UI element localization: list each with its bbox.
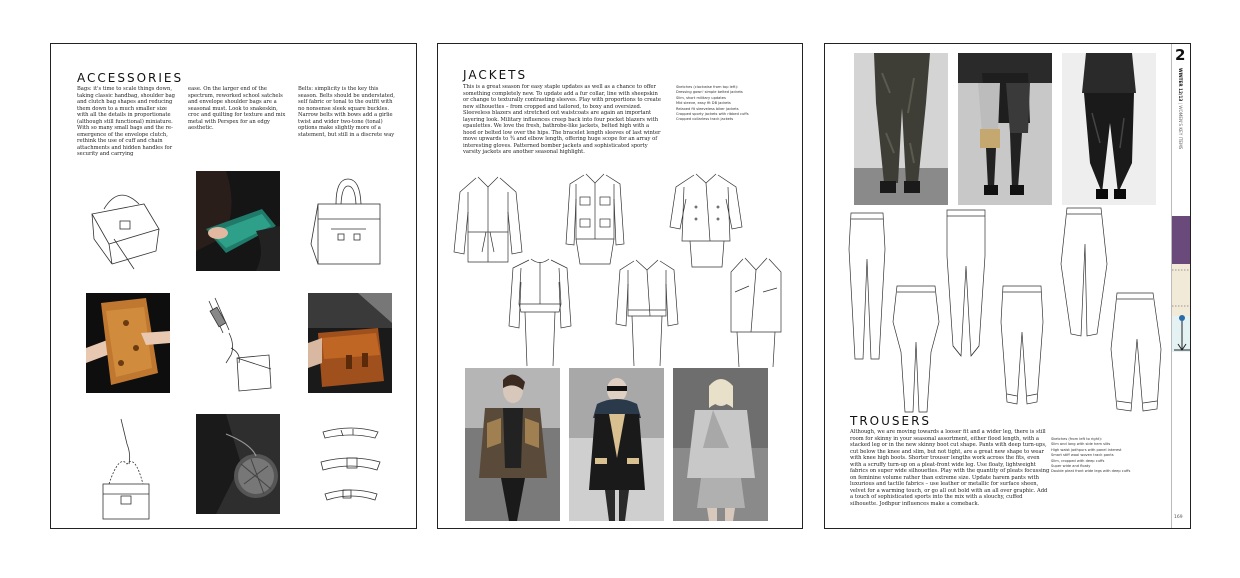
- page-number: 169: [1174, 515, 1183, 520]
- sketch-note: Mid sleeve, easy fit DB jackets: [676, 101, 731, 106]
- round-bag-photo: [196, 414, 280, 514]
- accessories-text-col2: ease. On the larger end of the spectrum, reworked school satchels and envelope shoulder bags are a seasonal must. Look to snakeskin, croc and quilting for texture and mix metal with Perspex for an edgy aesthetic.: [188, 86, 286, 131]
- sketch-note: Relaxed fit sleeveless biker jackets: [676, 106, 739, 111]
- trousers-sketch-notes: [1051, 437, 1163, 475]
- orange-clutch-photo: [86, 293, 170, 393]
- jackets-title: JACKETS: [463, 68, 528, 82]
- sketch-note: Dressing gown' simple belted jackets: [676, 90, 743, 95]
- chapter-sidebar: [1171, 44, 1191, 528]
- section-label: WOMEN'S KEY ITEMS: [1178, 105, 1183, 150]
- smart-track-pant-sketch: [941, 206, 991, 366]
- sketch-note: Sketches (clockwise from top left):: [676, 85, 739, 89]
- jacket-runway-photo-3: [673, 368, 768, 521]
- accessories-page: [50, 43, 417, 529]
- accessories-text-col3: Belts: simplicity is the key this season. Belts should be understated, self fabric or tonal to the outfit with no nonsense sleek square buckles. Narrow belts with bows add a girlie twist and wider two-tone (tonal) options make slightly more of a statement, but still in a discrete way: [298, 86, 395, 138]
- accessories-text-col1: Bags: it's time to scale things down, taking classic handbag, shoulder bag and clutch bag shapes and reducing them down to a much smaller size with all the details in proportionate (although still functional) miniature. With so many small bags and the re-emergence of the envelope clutch, rethink the use of cuff and chain attachments and hidden handles for security and carrying: [77, 86, 175, 157]
- jackets-page: [437, 43, 803, 529]
- timeline-marker-icon: [1172, 264, 1191, 352]
- season-label: WINTER 12/13: [1178, 68, 1183, 102]
- sketch-note: Cropped collarless track jackets: [676, 117, 734, 122]
- header-separator: |: [1178, 102, 1183, 105]
- jodhpur-sketch: [891, 282, 941, 422]
- trousers-photo-1: [854, 53, 948, 205]
- wide-floaty-trouser-sketch: [1057, 204, 1112, 344]
- jackets-text: This is a great season for easy staple updates as well as a chance to offer something completely new. To update add a fur collar, line with sheepskin or change to texturally contrasting sleeves. Play with proportions to create new silhouettes – from cropped and tailored, to boxy and oversized. Sleeveless blazers and stretched out waistcoats are again an important layering look. Military influences creep back into four pocket blazers with epaulettes. We love the fresh, bathrobe-like jackets, belted high with a hood or belted low over the hips. The bracelet length sleeves of last winter move upwards to ¾ and elbow length, offering huge scope for an array of interesting gloves. Patterned bomber jackets and sophisticated sporty varsity jackets are another seasonal highlight.: [463, 84, 661, 155]
- running-header: [1177, 68, 1183, 149]
- jacket-runway-photo-1: [465, 368, 560, 521]
- chapter-color-tab: [1172, 216, 1191, 264]
- chain-bag-sketch: [91, 414, 161, 524]
- sketch-note: Slim, short military updates: [676, 95, 726, 100]
- jackets-sketch-notes: [676, 85, 786, 123]
- biker-vest-sketch: [721, 252, 791, 372]
- wristlet-sketch: [201, 293, 276, 398]
- trousers-text: Although, we are moving towards a looser fit and a wider leg, there is still room for skinny in your seasonal assortment, either flood length, with a stacked leg or in the new skinny boot cut shape. Pants with deep turn-ups, cut below the knee and slim, but not tight, are a great new shape to wear with knee high boots. Shorter trouser lengths work across the fits, even with a scruffy turn-up on a pleat-front wide leg. Use floaty, lightweight fabrics on super wide silhouettes. Play with the quantity of pleats focussing on feminine volume rather than extreme size. Update harem pants with luxurious and tactile fabrics – use leather or metallic for surface sheen, velvet for a warming touch, or go all out bold with an all over graphic. Add a touch of sophisticated sports into the mix with a slouchy, cuffed silhouette. Jodhpur influences make a comeback.: [850, 429, 1050, 507]
- trousers-page: [824, 43, 1191, 529]
- brown-bag-photo: [308, 293, 392, 393]
- sketch-note: Smart stiff wool woven track pants: [1051, 453, 1114, 458]
- trousers-photo-2: [958, 53, 1052, 205]
- chapter-number: 2: [1175, 46, 1186, 64]
- satchel-sketch: [84, 169, 174, 279]
- accessories-title: ACCESSORIES: [77, 71, 184, 85]
- pleat-wide-leg-sketch: [1107, 289, 1167, 424]
- track-jacket-sketch: [503, 254, 578, 374]
- slim-trouser-sketch: [845, 209, 890, 364]
- jacket-runway-photo-2: [569, 368, 664, 521]
- cropped-sporty-jacket-sketch: [610, 254, 685, 374]
- season-color-strip: [1172, 264, 1191, 352]
- shopper-bag-sketch: [306, 174, 391, 279]
- sketch-note: Cropped sporty jackets with ribbed cuffs: [676, 112, 749, 117]
- sketch-note: Sketches (from left to right):: [1051, 437, 1103, 441]
- trousers-title: TROUSERS: [850, 414, 932, 428]
- sketch-note: Super wide and floaty: [1051, 464, 1091, 469]
- green-clutch-photo: [196, 171, 280, 271]
- trousers-photo-3: [1062, 53, 1156, 205]
- sketch-note: Slim and long with side hem slits: [1051, 442, 1111, 447]
- sketch-note: Slim, cropped with deep cuffs: [1051, 458, 1105, 463]
- cropped-cuff-trouser-sketch: [997, 282, 1047, 422]
- sketch-note: Double pleat front wide legs with deep cuffs: [1051, 469, 1131, 474]
- sketch-note: High waist jodhpurs with panel interest: [1051, 447, 1122, 452]
- belts-sketch: [313, 424, 388, 519]
